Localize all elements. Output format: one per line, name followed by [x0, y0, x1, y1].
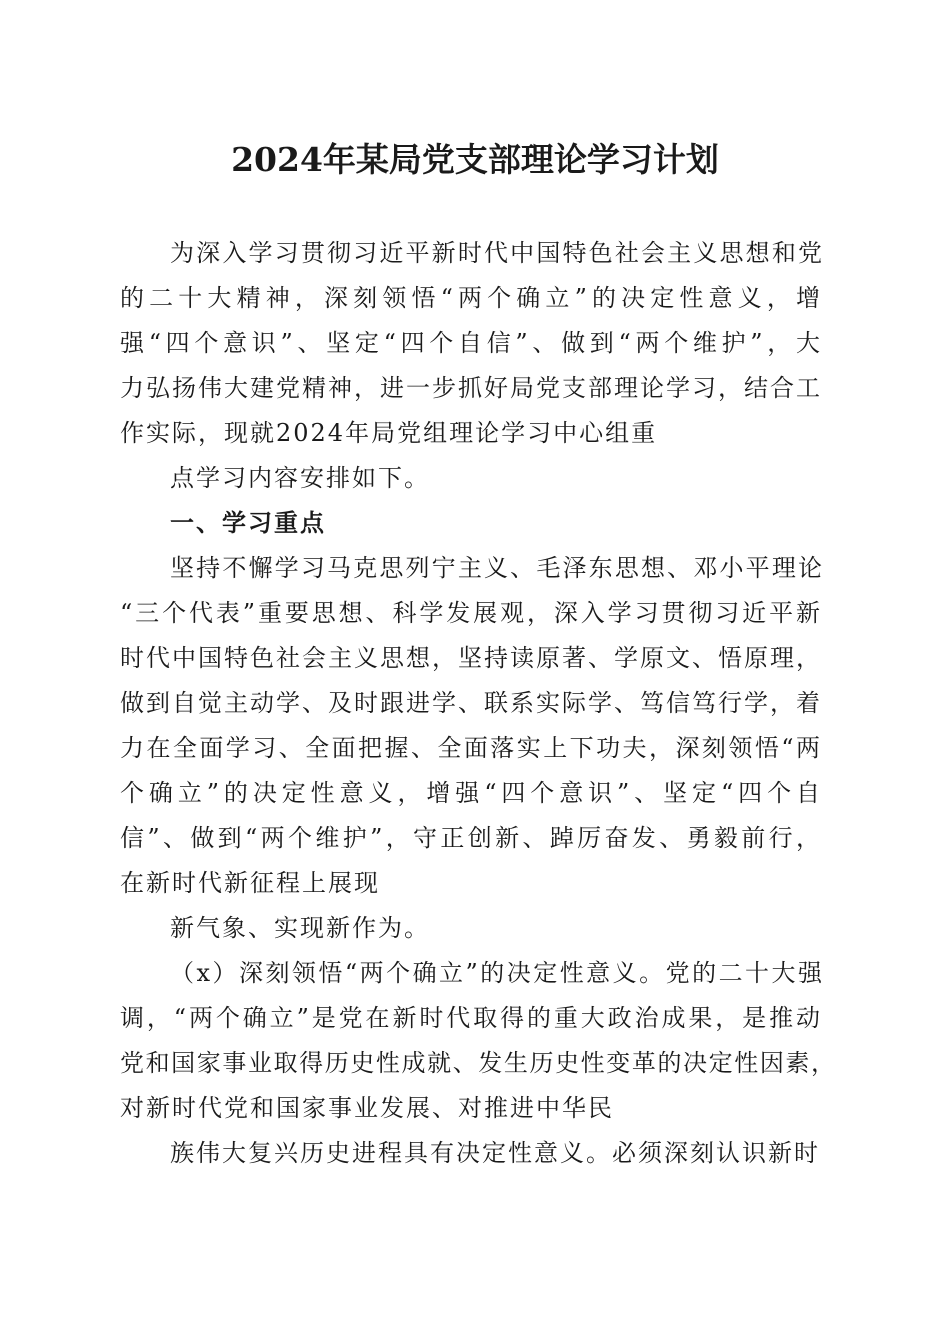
paragraph-line: 在新时代新征程上展现 [120, 869, 380, 897]
intro-line: 作实际，现就2024年局党组理论学习中心组重 [120, 419, 658, 447]
subsection-line: 党和国家事业取得历史性成就、发生历史性变革的决定性因素， [120, 1049, 835, 1077]
subsection-line: 调，“两个确立”是党在新时代取得的重大政治成果，是推动 [120, 1004, 820, 1032]
intro-line: 为深入学习贯彻习近平新时代中国特色社会主义思想和党 [170, 239, 822, 267]
document-title: 2024年某局党支部理论学习计划 [231, 140, 719, 179]
subsection-line: （x）深刻领悟“两个确立”的决定性意义。党的二十大强 [170, 959, 822, 987]
intro-line: 强“四个意识”、坚定“四个自信”、做到“两个维护”，大 [120, 329, 820, 357]
paragraph-line: “三个代表”重要思想、科学发展观，深入学习贯彻习近平新 [120, 599, 820, 627]
paragraph-line: 信”、做到“两个维护”，守正创新、踔厉奋发、勇毅前行， [120, 824, 820, 852]
paragraph-line: 做到自觉主动学、及时跟进学、联系实际学、笃信笃行学，着 [120, 689, 820, 717]
paragraph-line: 个确立”的决定性意义，增强“四个意识”、坚定“四个自 [120, 779, 820, 807]
intro-line: 点学习内容安排如下。 [170, 464, 430, 492]
paragraph-line: 时代中国特色社会主义思想，坚持读原著、学原文、悟原理， [120, 644, 820, 672]
paragraph-line: 坚持不懈学习马克思列宁主义、毛泽东思想、邓小平理论 [170, 554, 822, 582]
intro-line: 的二十大精神，深刻领悟“两个确立”的决定性意义，增 [120, 284, 820, 312]
intro-line: 力弘扬伟大建党精神，进一步抓好局党支部理论学习，结合工 [120, 374, 820, 402]
subsection-line: 族伟大复兴历史进程具有决定性意义。必须深刻认识新时 [170, 1139, 820, 1167]
paragraph-line: 力在全面学习、全面把握、全面落实上下功夫，深刻领悟“两 [120, 734, 820, 762]
paragraph-line: 新气象、实现新作为。 [170, 914, 430, 942]
section-heading: 一、学习重点 [170, 509, 326, 537]
subsection-line: 对新时代党和国家事业发展、对推进中华民 [120, 1094, 614, 1122]
